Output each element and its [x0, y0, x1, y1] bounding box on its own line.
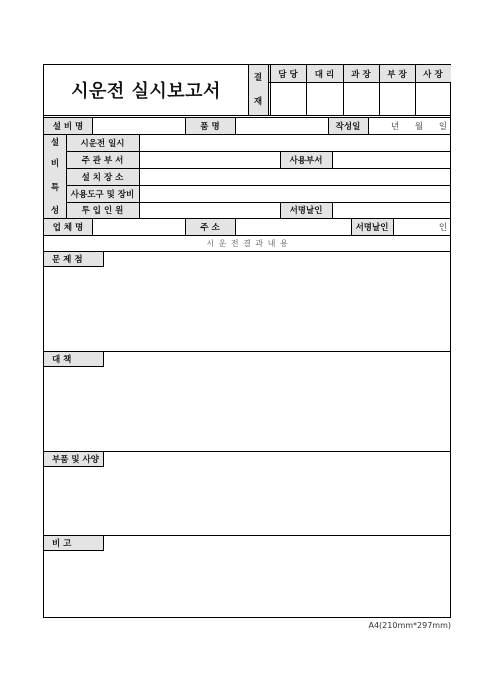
report-form — [43, 64, 451, 618]
side-label-char-3: 특 — [50, 183, 60, 193]
grid-line — [44, 115, 451, 116]
grid-line — [280, 151, 281, 168]
grid-line — [343, 65, 344, 115]
personnel-signature-field[interactable] — [332, 202, 451, 218]
measures-section-tag: 대 책 — [44, 351, 104, 367]
personnel-label: 투 입 인 원 — [81, 206, 124, 216]
company-signature-label: 서명날인 — [355, 222, 389, 233]
grid-line — [44, 235, 451, 236]
paper-size-note: A4(210mm*297mm) — [368, 621, 451, 630]
grid-line — [270, 65, 271, 115]
product-name-label: 품 명 — [200, 121, 220, 132]
grid-line — [268, 65, 269, 115]
approval-role-deputy: 대 리 — [314, 69, 335, 80]
results-header: 시 운 전 결 과 내 용 — [206, 238, 289, 248]
grid-line — [351, 218, 352, 235]
grid-line — [379, 65, 380, 115]
date-day-unit: 일 — [438, 121, 448, 132]
date-year-unit: 년 — [390, 121, 400, 132]
managing-dept-label: 주 관 부 서 — [81, 155, 124, 166]
grid-line — [44, 134, 451, 135]
grid-line — [92, 117, 93, 134]
approval-label-bottom: 재 — [253, 97, 263, 107]
grid-line — [92, 218, 93, 235]
approval-sign-deputy[interactable] — [306, 82, 343, 115]
grid-line — [185, 117, 186, 134]
grid-line — [328, 117, 329, 134]
grid-line — [248, 65, 249, 115]
install-location-field[interactable] — [139, 168, 451, 185]
grid-line — [235, 117, 236, 134]
problems-content-area[interactable] — [44, 267, 451, 351]
remarks-content-area[interactable] — [44, 551, 451, 618]
side-label-char-4: 성 — [50, 206, 60, 216]
grid-line — [44, 218, 451, 219]
approval-role-dept-head: 부 장 — [387, 69, 407, 80]
parts-section-tag: 부품 및 사양 — [44, 451, 104, 467]
product-name-field[interactable] — [235, 117, 328, 134]
side-label-char-1: 설 — [50, 138, 60, 148]
address-field[interactable] — [235, 218, 351, 235]
tools-equipment-field[interactable] — [139, 185, 451, 202]
grid-line — [44, 451, 451, 452]
measures-content-area[interactable] — [44, 367, 451, 451]
company-name-label: 업 체 명 — [52, 222, 84, 233]
grid-line — [139, 134, 140, 218]
equipment-name-label: 설 비 명 — [52, 121, 84, 132]
trial-date-label: 시운전 일시 — [80, 138, 125, 149]
grid-line — [66, 168, 451, 169]
approval-sign-dept-head[interactable] — [379, 82, 415, 115]
using-dept-field[interactable] — [332, 151, 451, 168]
approval-sign-section-chief[interactable] — [343, 82, 379, 115]
install-location-label: 설 치 장 소 — [81, 172, 124, 183]
grid-line — [306, 65, 307, 115]
grid-line — [280, 202, 281, 218]
grid-line — [368, 117, 369, 134]
grid-line — [415, 65, 416, 115]
grid-line — [44, 117, 451, 118]
equipment-name-field[interactable] — [92, 117, 185, 134]
company-name-field[interactable] — [92, 218, 185, 235]
grid-line — [44, 535, 451, 536]
grid-line — [66, 134, 67, 218]
grid-line — [332, 151, 333, 168]
address-label: 주 소 — [200, 222, 220, 233]
approval-sign-president[interactable] — [415, 82, 451, 115]
personnel-signature-label: 서명날인 — [289, 206, 323, 216]
approval-role-staff: 담 당 — [278, 69, 298, 80]
grid-line — [66, 151, 451, 152]
date-written-label: 작성일 — [335, 121, 361, 132]
grid-line — [44, 351, 451, 352]
grid-line — [332, 202, 333, 218]
grid-line — [393, 218, 394, 235]
side-label-char-2: 비 — [50, 159, 60, 169]
tools-equipment-label: 사용도구 및 장비 — [70, 189, 135, 200]
seal-mark: 인 — [438, 222, 448, 233]
personnel-field[interactable] — [139, 202, 280, 218]
grid-line — [235, 218, 236, 235]
parts-content-area[interactable] — [44, 467, 451, 535]
using-dept-label: 사용부서 — [289, 155, 323, 166]
trial-date-field[interactable] — [139, 134, 451, 151]
managing-dept-field[interactable] — [139, 151, 280, 168]
page-title: 시운전 실시보고서 — [71, 81, 221, 102]
grid-line — [66, 185, 451, 186]
grid-line — [268, 82, 451, 83]
grid-line — [44, 251, 451, 252]
date-month-unit: 월 — [414, 121, 424, 132]
approval-sign-staff[interactable] — [270, 82, 306, 115]
grid-line — [185, 218, 186, 235]
approval-role-section-chief: 과 장 — [351, 69, 371, 80]
approval-label-top: 결 — [253, 73, 263, 83]
grid-line — [66, 202, 451, 203]
problems-section-tag: 문 제 점 — [44, 251, 104, 267]
approval-role-president: 사 장 — [423, 69, 443, 80]
remarks-section-tag: 비 고 — [44, 535, 104, 551]
